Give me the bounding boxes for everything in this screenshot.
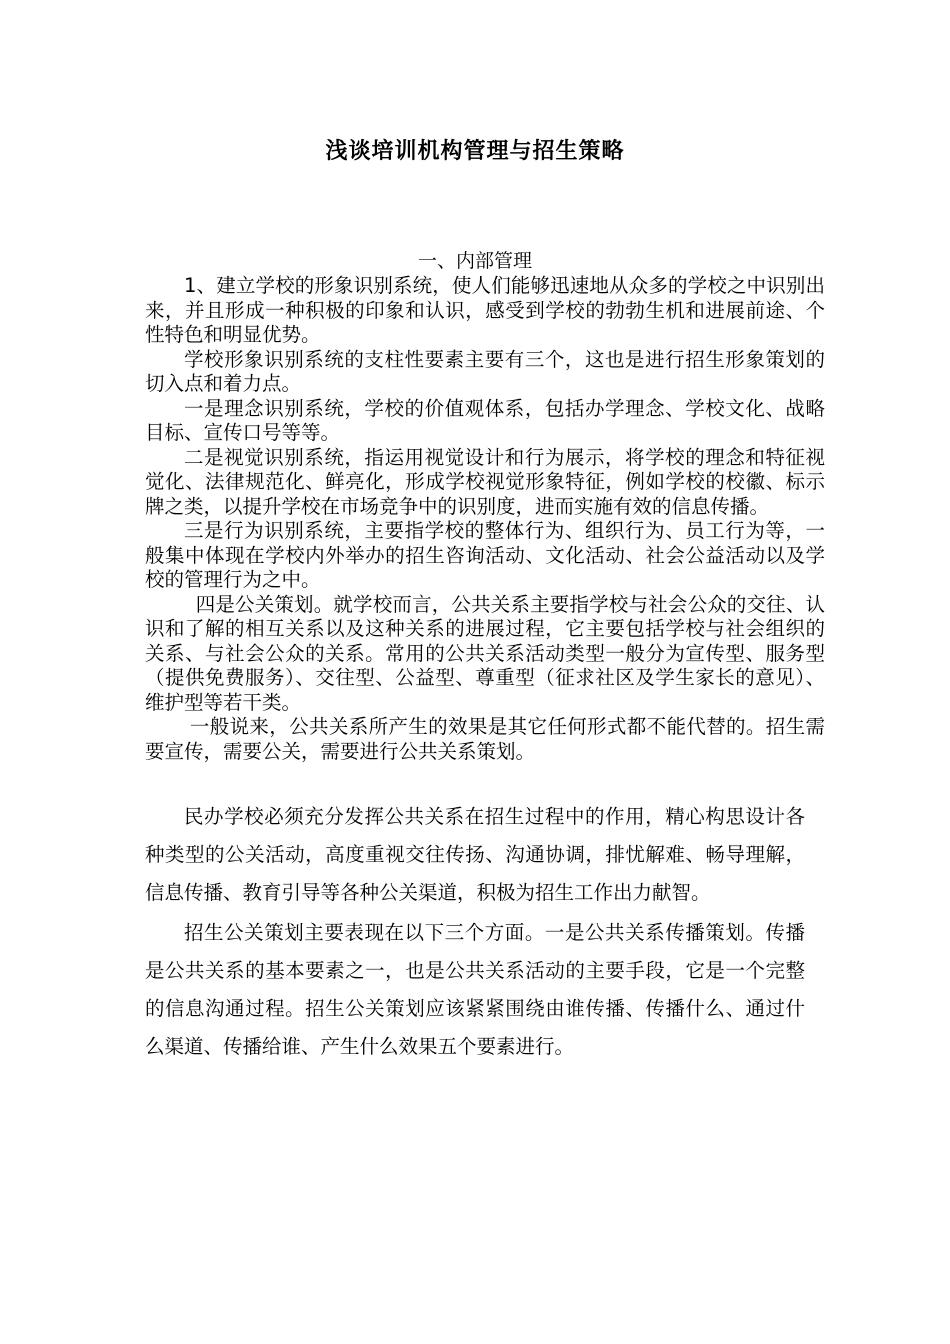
paragraph-behavior-identity: 三是行为识别系统，主要指学校的整体行为、组织行为、员工行为等，一般集中体现在学校内外举办的招生咨询活动、文化活动、社会公益活动以及学校的管理行为之中。 [145,519,825,591]
body-section-loose [145,798,805,1068]
paragraph-pillar-elements: 学校形象识别系统的支柱性要素主要有三个，这也是进行招生形象策划的切入点和着力点。 [145,347,825,395]
body-section-dense [145,274,825,764]
paragraph-pr-effect: 一般说来，公共关系所产生的效果是其它任何形式都不能代替的。招生需要宣传，需要公关，需要进行公共关系策划。 [145,715,825,763]
document-title: 浅谈培训机构管理与招生策略 [325,139,625,164]
paragraph-private-school-pr: 民办学校必须充分发挥公共关系在招生过程中的作用，精心构思设计各种类型的公关活动，高度重视交往传扬、沟通协调，排忧解难、畅导理解，信息传播、教育引导等各种公关渠道，积极为招生工作出力献智。 [145,805,805,904]
section-heading: 一、内部管理 [417,250,532,272]
paragraph-visual-identity: 二是视觉识别系统，指运用视觉设计和行为展示，将学校的理念和特征视觉化、法律规范化、鲜亮化，形成学校视觉形象特征，例如学校的校徽、标示牌之类，以提升学校在市场竞争中的识别度，进而实施有效的信息传播。 [145,445,825,518]
paragraph-pr-planning: 招生公关策划主要表现在以下三个方面。一是公共关系传播策划。传播是公共关系的基本要素之一，也是公共关系活动的主要手段，它是一个完整的信息沟通过程。招生公关策划应该紧紧围绕由谁传播、传播什么、通过什么渠道、传播给谁、产生什么效果五个要素进行。 [145,921,805,1058]
paragraph-identity-system: 1、建立学校的形象识别系统，使人们能够迅速地从众多的学校之中识别出来，并且形成一种积极的印象和认识，感受到学校的勃勃生机和进展前途、个性特色和明显优势。 [145,274,825,346]
paragraph-public-relations: 四是公关策划。就学校而言，公共关系主要指学校与社会公众的交往、认识和了解的相互关系以及这种关系的进展过程，它主要包括学校与社会组织的关系、与社会公众的关系。常用的公共关系活动类型一般分为宣传型、服务型（提供免费服务）、交往型、公益型、尊重型（征求社区及学生家长的意见）、维护型等若干类。 [145,592,825,714]
paragraph-concept-identity: 一是理念识别系统，学校的价值观体系，包括办学理念、学校文化、战略目标、宣传口号等等。 [145,396,825,444]
